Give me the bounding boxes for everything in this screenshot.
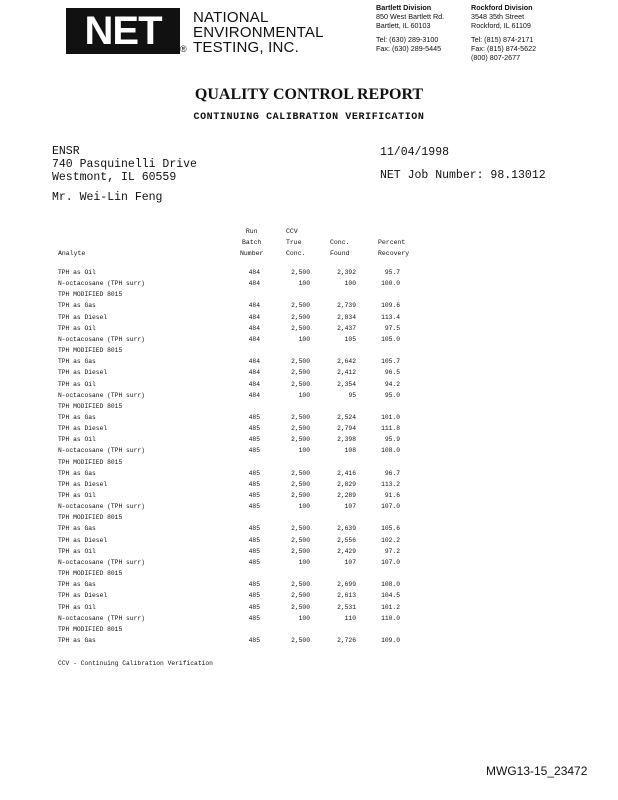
table-row <box>0 403 618 413</box>
cell-run-batch: 485 <box>248 547 260 555</box>
job-number: NET Job Number: 98.13012 <box>380 169 546 182</box>
cell-true-conc: 2,500 <box>291 369 310 377</box>
table-row <box>0 447 618 457</box>
cell-analyte: TPH as Oil <box>58 547 96 555</box>
table-row <box>0 336 618 346</box>
header-ccv-line-2: True <box>286 239 302 246</box>
cell-true-conc: 100 <box>298 335 310 343</box>
table-row <box>0 381 618 391</box>
table-row <box>0 436 618 446</box>
table-row <box>0 514 618 524</box>
cell-conc-found: 2,613 <box>337 592 356 600</box>
cell-run-batch: 485 <box>248 558 260 566</box>
cell-percent-recovery: 111.8 <box>381 425 400 433</box>
cell-analyte: TPH as Gas <box>58 581 96 589</box>
cell-conc-found: 2,354 <box>337 380 356 388</box>
client-contact: Mr. Wei-Lin Feng <box>52 191 163 204</box>
cell-analyte: TPH as Diesel <box>58 369 108 377</box>
cell-run-batch: 485 <box>248 536 260 544</box>
cell-true-conc: 2,500 <box>291 436 310 444</box>
cell-true-conc: 2,500 <box>291 525 310 533</box>
company-name-line-1: NATIONAL <box>193 9 269 26</box>
cell-percent-recovery: 105.6 <box>381 525 400 533</box>
cell-analyte: N-octacosane (TPH surr) <box>58 391 145 399</box>
cell-analyte: TPH MODIFIED 8015 <box>58 514 123 522</box>
cell-analyte: TPH as Gas <box>58 469 96 477</box>
cell-percent-recovery: 102.2 <box>381 536 400 544</box>
cell-true-conc: 2,500 <box>291 413 310 421</box>
cell-analyte: TPH as Oil <box>58 380 96 388</box>
cell-conc-found: 2,412 <box>337 369 356 377</box>
table-row <box>0 637 618 647</box>
cell-true-conc: 2,500 <box>291 469 310 477</box>
cell-percent-recovery: 97.5 <box>384 324 400 332</box>
table-row <box>0 503 618 513</box>
cell-analyte: N-octacosane (TPH surr) <box>58 335 145 343</box>
cell-analyte: TPH as Oil <box>58 603 96 611</box>
cell-run-batch: 485 <box>248 636 260 644</box>
cell-analyte: TPH as Gas <box>58 302 96 310</box>
cell-analyte: TPH MODIFIED 8015 <box>58 570 123 578</box>
header-percent-recovery <box>378 237 409 259</box>
cell-run-batch: 484 <box>248 369 260 377</box>
table-row <box>0 459 618 469</box>
header-recovery-line-2: Recovery <box>378 250 410 257</box>
cell-true-conc: 100 <box>298 503 310 511</box>
cell-run-batch: 484 <box>248 324 260 332</box>
cell-conc-found: 2,642 <box>337 358 356 366</box>
cell-true-conc: 2,500 <box>291 380 310 388</box>
cell-true-conc: 2,500 <box>291 581 310 589</box>
header-analyte: Analyte <box>58 250 86 257</box>
cell-true-conc: 2,500 <box>291 603 310 611</box>
cell-analyte: TPH as Oil <box>58 492 96 499</box>
cell-run-batch: 485 <box>248 436 260 444</box>
table-row <box>0 347 618 357</box>
cell-run-batch: 484 <box>248 380 260 388</box>
cell-conc-found: 2,556 <box>337 536 356 544</box>
cell-true-conc: 2,500 <box>291 492 310 499</box>
cell-analyte: TPH as Gas <box>58 636 96 644</box>
rockford-toll-free: (800) 807-2677 <box>471 53 521 63</box>
cell-conc-found: 2,794 <box>337 425 356 433</box>
report-subtitle: CONTINUING CALIBRATION VERIFICATION <box>193 112 425 123</box>
cell-true-conc: 100 <box>298 558 310 566</box>
cell-run-batch: 485 <box>248 492 260 499</box>
report-title: QUALITY CONTROL REPORT <box>194 86 424 103</box>
cell-analyte: TPH as Diesel <box>58 425 108 433</box>
cell-analyte: TPH as Diesel <box>58 313 108 321</box>
cell-true-conc: 100 <box>298 391 310 399</box>
cell-percent-recovery: 101.0 <box>381 413 400 421</box>
cell-conc-found: 2,392 <box>337 269 356 276</box>
table-row <box>0 325 618 335</box>
table-row <box>0 302 618 312</box>
cell-analyte: TPH MODIFIED 8015 <box>58 458 123 466</box>
cell-true-conc: 2,500 <box>291 636 310 644</box>
table-row <box>0 615 618 625</box>
cell-conc-found: 95 <box>348 391 356 399</box>
cell-percent-recovery: 113.2 <box>381 480 400 488</box>
cell-run-batch: 485 <box>248 614 260 622</box>
cell-true-conc: 2,500 <box>291 358 310 366</box>
cell-analyte: TPH MODIFIED 8015 <box>58 347 123 355</box>
table-row <box>0 481 618 491</box>
table-row <box>0 626 618 636</box>
cell-analyte: TPH as Gas <box>58 525 96 533</box>
cell-conc-found: 100 <box>344 280 356 288</box>
cell-percent-recovery: 104.5 <box>381 592 400 600</box>
header-conc-found <box>330 237 350 259</box>
table-row <box>0 269 618 279</box>
table-row <box>0 581 618 591</box>
cell-analyte: TPH as Diesel <box>58 480 108 488</box>
cell-true-conc: 2,500 <box>291 592 310 600</box>
cell-conc-found: 105 <box>344 335 356 343</box>
rockford-fax: Fax: (815) 874-5622 <box>471 43 537 53</box>
cell-analyte: N-octacosane (TPH surr) <box>58 614 145 622</box>
cell-run-batch: 485 <box>248 447 260 455</box>
cell-analyte: TPH MODIFIED 8015 <box>58 402 123 410</box>
rockford-division-title: Rockford Division <box>471 3 533 12</box>
cell-conc-found: 2,524 <box>337 413 356 421</box>
cell-analyte: TPH as Oil <box>58 269 96 276</box>
cell-run-batch: 484 <box>248 335 260 343</box>
cell-conc-found: 2,829 <box>337 480 356 488</box>
cell-true-conc: 100 <box>298 447 310 455</box>
cell-true-conc: 2,500 <box>291 547 310 555</box>
cell-true-conc: 2,500 <box>291 480 310 488</box>
cell-true-conc: 100 <box>298 280 310 288</box>
cell-conc-found: 2,398 <box>337 436 356 444</box>
cell-percent-recovery: 100.0 <box>381 280 400 288</box>
cell-conc-found: 2,416 <box>337 469 356 477</box>
cell-run-batch: 485 <box>248 581 260 589</box>
cell-conc-found: 2,437 <box>337 324 356 332</box>
client-address-2: Westmont, IL 60559 <box>52 171 177 184</box>
cell-percent-recovery: 96.7 <box>384 469 400 477</box>
cell-percent-recovery: 95.7 <box>384 269 400 276</box>
table-row <box>0 470 618 480</box>
cell-percent-recovery: 95.9 <box>384 436 400 444</box>
cell-percent-recovery: 113.4 <box>381 313 400 321</box>
registered-mark: ® <box>180 44 187 54</box>
cell-run-batch: 484 <box>248 302 260 310</box>
cell-conc-found: 108 <box>344 447 356 455</box>
cell-analyte: TPH as Oil <box>58 324 96 332</box>
cell-run-batch: 484 <box>248 391 260 399</box>
table-row <box>0 291 618 301</box>
table-row <box>0 392 618 402</box>
table-row <box>0 537 618 547</box>
cell-run-batch: 485 <box>248 503 260 511</box>
company-name-line-3: TESTING, INC. <box>193 39 299 56</box>
cell-analyte: N-octacosane (TPH surr) <box>58 280 145 288</box>
rockford-tel: Tel: (815) 874-2171 <box>471 34 534 44</box>
cell-run-batch: 485 <box>248 413 260 421</box>
cell-conc-found: 2,726 <box>337 636 356 644</box>
cell-analyte: TPH MODIFIED 8015 <box>58 625 123 633</box>
table-row <box>0 525 618 535</box>
table-row <box>0 358 618 368</box>
header-found-line-2: Found <box>330 250 350 257</box>
cell-percent-recovery: 105.0 <box>381 335 400 343</box>
cell-percent-recovery: 109.6 <box>381 302 400 310</box>
cell-run-batch: 485 <box>248 592 260 600</box>
cell-true-conc: 2,500 <box>291 425 310 433</box>
header-run-batch <box>240 226 263 259</box>
cell-true-conc: 2,500 <box>291 324 310 332</box>
cell-percent-recovery: 96.5 <box>384 369 400 377</box>
table-row <box>0 570 618 580</box>
bartlett-address: 850 West Bartlett Rd. <box>376 12 445 22</box>
cell-percent-recovery: 105.7 <box>381 358 400 366</box>
cell-analyte: TPH as Oil <box>58 436 96 444</box>
company-name-line-2: ENVIRONMENTAL <box>193 24 324 41</box>
document-id: MWG13-15_23472 <box>486 764 588 778</box>
table-row <box>0 314 618 324</box>
cell-true-conc: 2,500 <box>291 536 310 544</box>
cell-analyte: N-octacosane (TPH surr) <box>58 503 145 511</box>
header-ccv-line-3: Conc. <box>286 250 306 257</box>
table-row <box>0 559 618 569</box>
cell-analyte: TPH as Gas <box>58 413 96 421</box>
cell-conc-found: 107 <box>344 503 356 511</box>
cell-analyte: TPH as Diesel <box>58 536 108 544</box>
client-address-1: 740 Pasquinelli Drive <box>52 158 197 171</box>
report-date: 11/04/1998 <box>380 146 450 159</box>
rockford-city: Rockford, IL 61109 <box>471 21 531 31</box>
cell-run-batch: 484 <box>248 280 260 288</box>
table-row <box>0 604 618 614</box>
header-ccv-true <box>286 226 306 259</box>
cell-analyte: TPH as Diesel <box>58 592 108 600</box>
header-ccv-line-1: CCV <box>286 228 298 235</box>
cell-conc-found: 2,699 <box>337 581 356 589</box>
net-logo: NET <box>66 8 180 54</box>
cell-conc-found: 2,639 <box>337 525 356 533</box>
cell-analyte: TPH as Gas <box>58 358 96 366</box>
cell-run-batch: 484 <box>248 358 260 366</box>
header-run-line-1: Run <box>245 228 258 235</box>
cell-true-conc: 2,500 <box>291 313 310 321</box>
table-row <box>0 592 618 602</box>
cell-percent-recovery: 94.2 <box>384 380 400 388</box>
cell-percent-recovery: 108.0 <box>381 581 400 589</box>
table-row <box>0 414 618 424</box>
table-row <box>0 548 618 558</box>
cell-percent-recovery: 95.0 <box>384 391 400 399</box>
bartlett-fax: Fax: (630) 289-5445 <box>376 43 442 53</box>
table-row <box>0 280 618 290</box>
cell-conc-found: 2,739 <box>337 302 356 310</box>
cell-run-batch: 484 <box>248 269 260 276</box>
header-found-line-1: Conc. <box>330 239 350 246</box>
table-row <box>0 425 618 435</box>
bartlett-city: Bartlett, IL 60103 <box>376 21 431 31</box>
bartlett-division-block <box>376 3 444 53</box>
cell-run-batch: 485 <box>248 425 260 433</box>
cell-conc-found: 2,531 <box>337 603 356 611</box>
cell-analyte: TPH MODIFIED 8015 <box>58 291 123 299</box>
bartlett-tel: Tel: (630) 289-3100 <box>376 34 439 44</box>
cell-percent-recovery: 108.0 <box>381 447 400 455</box>
table-row <box>0 369 618 379</box>
cell-true-conc: 2,500 <box>291 269 310 276</box>
client-block <box>52 145 197 184</box>
cell-true-conc: 2,500 <box>291 302 310 310</box>
header-run-line-2: Batch <box>241 239 262 246</box>
cell-run-batch: 485 <box>248 480 260 488</box>
table-row <box>0 492 618 502</box>
cell-percent-recovery: 97.2 <box>384 547 400 555</box>
client-name: ENSR <box>52 145 80 158</box>
cell-percent-recovery: 107.0 <box>381 558 400 566</box>
cell-conc-found: 110 <box>344 614 356 622</box>
cell-analyte: N-octacosane (TPH surr) <box>58 558 145 566</box>
cell-conc-found: 2,289 <box>337 492 356 499</box>
cell-percent-recovery: 91.6 <box>384 492 400 499</box>
header-run-line-3: Number <box>240 250 264 257</box>
cell-run-batch: 485 <box>248 469 260 477</box>
bartlett-division-title: Bartlett Division <box>376 3 432 12</box>
cell-true-conc: 100 <box>298 614 310 622</box>
cell-percent-recovery: 110.0 <box>381 614 400 622</box>
cell-conc-found: 107 <box>344 558 356 566</box>
cell-run-batch: 485 <box>248 525 260 533</box>
cell-percent-recovery: 107.0 <box>381 503 400 511</box>
cell-conc-found: 2,834 <box>337 313 356 321</box>
cell-conc-found: 2,429 <box>337 547 356 555</box>
footnote: CCV - Continuing Calibration Verification <box>58 660 213 667</box>
cell-analyte: N-octacosane (TPH surr) <box>58 447 145 455</box>
cell-run-batch: 485 <box>248 603 260 611</box>
cell-percent-recovery: 109.0 <box>381 636 400 644</box>
rockford-division-block <box>471 3 536 62</box>
cell-run-batch: 484 <box>248 313 260 321</box>
cell-percent-recovery: 101.2 <box>381 603 400 611</box>
rockford-address: 3548 35th Street <box>471 12 525 22</box>
header-recovery-line-1: Percent <box>378 239 406 246</box>
